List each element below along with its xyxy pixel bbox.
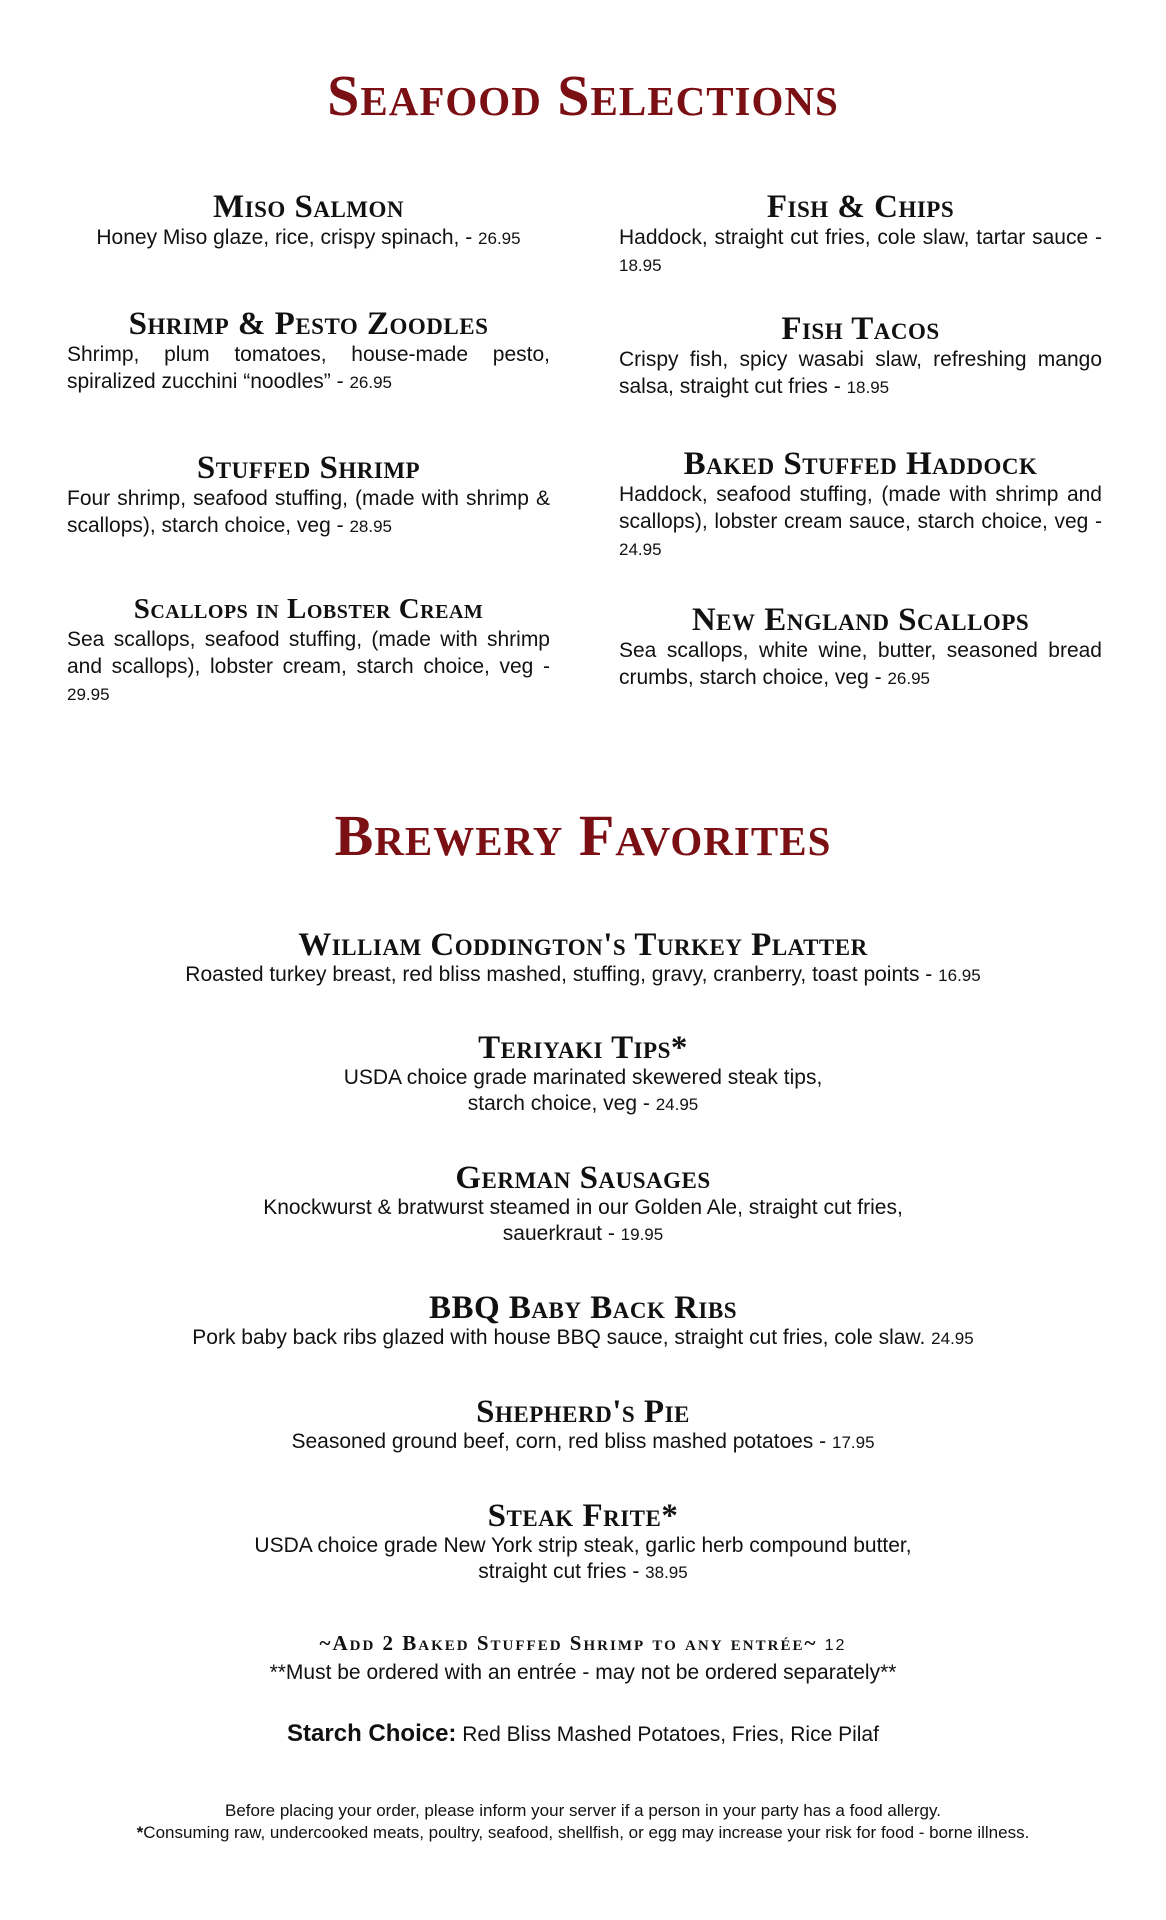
menu-item — [67, 592, 550, 708]
item-price: 26.95 — [349, 373, 393, 392]
item-description: Honey Miso glaze, rice, crispy spinach, - 26.95 — [96, 226, 521, 249]
menu-item — [619, 190, 1102, 279]
item-name: Stuffed Shrimp — [196, 450, 421, 486]
item-price: 24.95 — [619, 540, 662, 559]
item-name: BBQ Baby Back Ribs — [428, 1290, 738, 1326]
menu-item — [0, 928, 1166, 989]
item-name: William Coddington's Turkey Platter — [298, 927, 868, 963]
item-description: sauerkraut - 19.95 — [502, 1222, 664, 1245]
seafood-section-title: Seafood Selections — [327, 63, 839, 128]
item-price: 26.95 — [478, 229, 521, 248]
item-name: Shrimp & Pesto Zoodles — [128, 306, 489, 342]
item-price: 16.95 — [938, 966, 981, 985]
item-description: Haddock, seafood stuffing, (made with shrimp and scallops), lobster cream sauce, starch choice, veg - 24.95 — [619, 483, 1102, 559]
item-description: Knockwurst & bratwurst steamed in our Golden Ale, straight cut fries, — [263, 1196, 903, 1219]
menu-item — [619, 603, 1102, 692]
item-price: 38.95 — [645, 1563, 688, 1582]
item-price: 28.95 — [349, 517, 392, 536]
item-price: 17.95 — [831, 1433, 875, 1452]
item-description: Shrimp, plum tomatoes, house-made pesto, spiralized zucchini “noodles” - 26.95 — [67, 343, 550, 393]
item-price: 26.95 — [887, 669, 930, 688]
addon-note: **Must be ordered with an entrée - may not be ordered separately** — [269, 1661, 897, 1684]
item-price: 24.95 — [655, 1095, 699, 1114]
item-price: 24.95 — [931, 1329, 974, 1348]
starch-label: Starch Choice: — [287, 1720, 457, 1747]
addon-price: 12 — [824, 1637, 847, 1654]
item-description: Pork baby back ribs glazed with house BBQ sauce, straight cut fries, cole slaw. 24.95 — [192, 1326, 974, 1349]
item-description: straight cut fries - 38.95 — [478, 1560, 688, 1583]
consumption-warning: *Consuming raw, undercooked meats, poultry, seafood, shellfish, or egg may increase your risk for food - borne illness. — [136, 1823, 1030, 1842]
item-description: Four shrimp, seafood stuffing, (made with shrimp & scallops), starch choice, veg - 28.95 — [67, 487, 550, 537]
menu-item — [619, 447, 1102, 563]
item-name: Scallops in Lobster Cream — [133, 593, 484, 625]
item-price: 18.95 — [846, 378, 890, 397]
item-name: Fish & Chips — [766, 189, 955, 225]
asterisk: * — [136, 1823, 144, 1842]
item-description: Haddock, straight cut fries, cole slaw, tartar sauce - 18.95 — [619, 226, 1102, 275]
brewery-section-title: Brewery Favorites — [334, 803, 832, 868]
menu-item — [619, 312, 1102, 401]
item-price: 19.95 — [620, 1225, 664, 1244]
item-description: Crispy fish, spicy wasabi slaw, refreshing mango salsa, straight cut fries - 18.95 — [619, 348, 1102, 398]
item-description: USDA choice grade New York strip steak, garlic herb compound butter, — [254, 1534, 912, 1557]
item-description: Sea scallops, seafood stuffing, (made with shrimp and scallops), lobster cream, starch choice, veg - 29.95 — [67, 628, 550, 704]
menu-item — [0, 1499, 1166, 1586]
menu-item — [67, 307, 550, 396]
item-name: Shepherd's Pie — [476, 1394, 690, 1430]
menu-item — [67, 451, 550, 540]
item-description: starch choice, veg - 24.95 — [467, 1092, 699, 1115]
item-name: Miso Salmon — [212, 189, 405, 225]
item-name: Steak Frite* — [487, 1498, 679, 1534]
item-name: Teriyaki Tips* — [478, 1030, 688, 1066]
item-price: 18.95 — [619, 256, 662, 275]
item-name: Baked Stuffed Haddock — [683, 446, 1038, 482]
item-description: Seasoned ground beef, corn, red bliss mashed potatoes - 17.95 — [291, 1430, 875, 1453]
item-description: USDA choice grade marinated skewered steak tips, — [343, 1066, 823, 1089]
menu-item — [0, 1395, 1166, 1456]
menu-item — [0, 1031, 1166, 1118]
item-description: Sea scallops, white wine, butter, seasoned bread crumbs, starch choice, veg - 26.95 — [619, 639, 1102, 689]
allergy-notice: Before placing your order, please inform your server if a person in your party has a food allergy. — [225, 1801, 941, 1820]
addon-block — [0, 1630, 1166, 1686]
addon-offer: ~Add 2 Baked Stuffed Shrimp to any entrée~ 12 — [319, 1631, 847, 1655]
item-name: German Sausages — [455, 1160, 711, 1196]
menu-item — [0, 1291, 1166, 1352]
item-price: 29.95 — [67, 685, 110, 704]
item-description: Roasted turkey breast, red bliss mashed, stuffing, gravy, cranberry, toast points - 16.95 — [185, 963, 981, 986]
menu-item — [0, 1161, 1166, 1248]
starch-choice — [0, 1720, 1166, 1748]
item-name: New England Scallops — [691, 602, 1030, 638]
starch-options: Red Bliss Mashed Potatoes, Fries, Rice Pilaf — [462, 1723, 879, 1746]
menu-item — [67, 190, 550, 252]
item-name: Fish Tacos — [781, 311, 940, 347]
allergy-footer — [0, 1800, 1166, 1844]
